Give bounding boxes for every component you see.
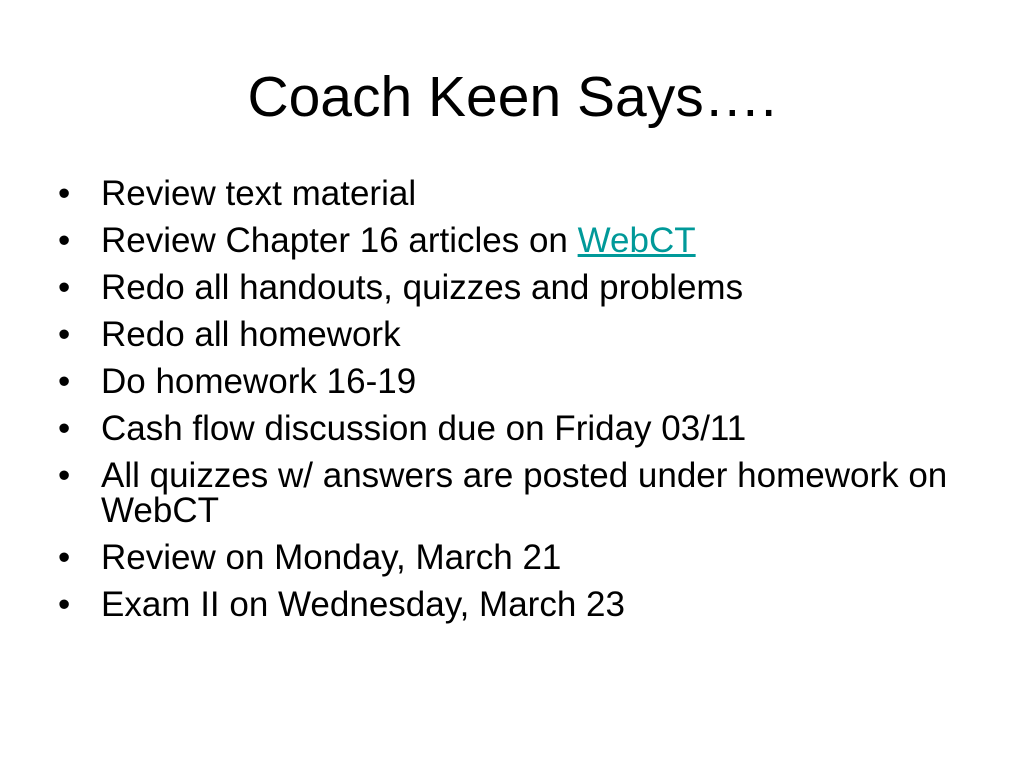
list-item-text: Review Chapter 16 articles on <box>101 221 578 260</box>
list-item-text: Review text material <box>101 174 417 213</box>
list-item <box>58 540 958 575</box>
slide-title: Coach Keen Says…. <box>247 65 777 129</box>
bullet-icon: • <box>58 409 71 448</box>
list-item-text: Cash flow discussion due on Friday 03/11 <box>101 409 747 448</box>
list-item <box>58 458 958 528</box>
list-item-text: Review on Monday, March 21 <box>101 538 562 577</box>
bullet-list <box>58 176 958 634</box>
list-item <box>58 176 958 211</box>
list-item-text: Exam II on Wednesday, March 23 <box>101 585 625 624</box>
bullet-icon: • <box>58 456 71 495</box>
list-item-text: Redo all homework <box>101 315 401 354</box>
list-item-text: Do homework 16-19 <box>101 362 417 401</box>
list-item-text: Redo all handouts, quizzes and problems <box>101 268 744 307</box>
bullet-icon: • <box>58 268 71 307</box>
bullet-icon: • <box>58 221 71 260</box>
bullet-icon: • <box>58 174 71 213</box>
list-item <box>58 411 958 446</box>
list-item <box>58 270 958 305</box>
list-item <box>58 317 958 352</box>
webct-link[interactable]: WebCT <box>577 221 696 260</box>
list-item-text: All quizzes w/ answers are posted under homework on WebCT <box>101 456 948 530</box>
list-item <box>58 587 958 622</box>
list-item <box>58 364 958 399</box>
bullet-icon: • <box>58 585 71 624</box>
bullet-icon: • <box>58 538 71 577</box>
list-item <box>58 223 958 258</box>
bullet-icon: • <box>58 362 71 401</box>
bullet-icon: • <box>58 315 71 354</box>
